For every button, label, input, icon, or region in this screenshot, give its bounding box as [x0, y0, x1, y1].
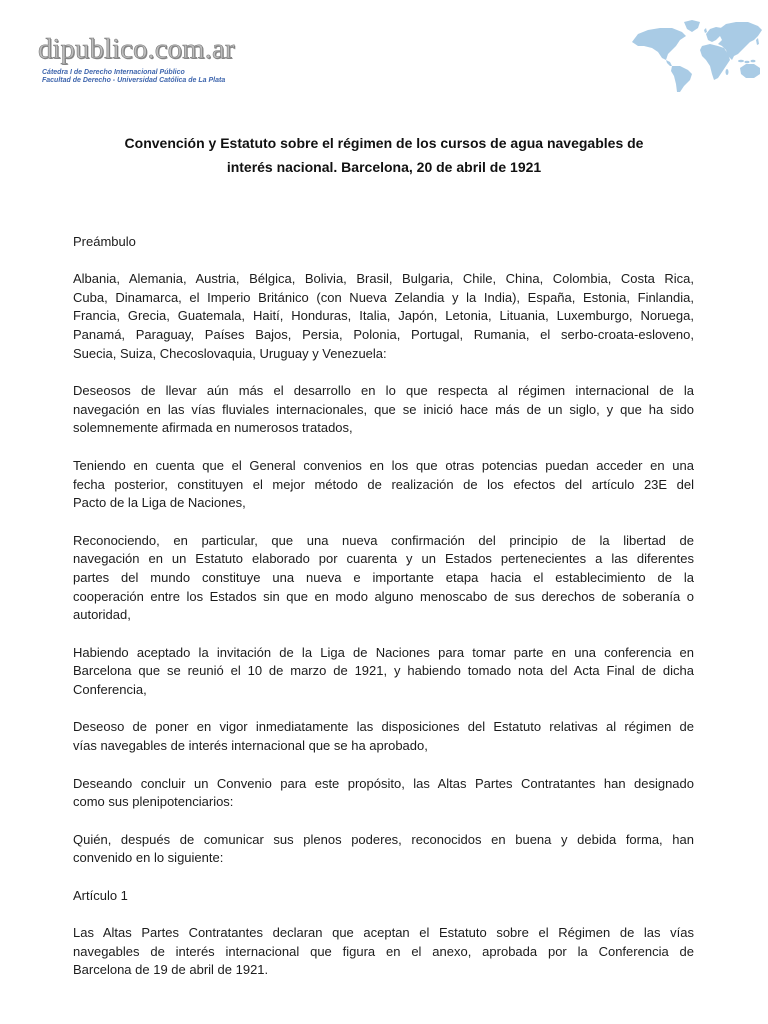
title-line: Convención y Estatuto sobre el régimen de los cursos de agua navegables de — [124, 135, 644, 151]
text-line: Albania, Alemania, Austria, Bélgica, Bolivia, Brasil, Bulgaria, Chile, China, Colombia, Costa Rica, — [73, 270, 694, 286]
text-line: navegación en las vías fluviales internacionales, que se inició hace más de un siglo, y que ha sido — [73, 401, 694, 417]
text-line: Barcelona de 19 de abril de 1921. — [73, 962, 269, 978]
text-line: Reconociendo, en particular, que una nueva confirmación del principio de la libertad de — [73, 532, 694, 548]
text-line: como sus plenipotenciarios: — [73, 794, 234, 810]
document-body — [73, 233, 694, 981]
paragraph-teniendo — [73, 457, 694, 513]
text-line: Quién, después de comunicar sus plenos poderes, reconocidos en buena y debida forma, han — [73, 831, 694, 847]
article-heading-block — [73, 887, 694, 906]
paragraph-deseando — [73, 775, 694, 812]
logo-subtitle-chair: Cátedra I de Derecho Internacional Público — [42, 69, 185, 76]
text-line: vías navegables de interés internacional que se ha aprobado, — [73, 738, 428, 754]
text-line: Las Altas Partes Contratantes declaran que aceptan el Estatuto sobre el Régimen de las vías — [73, 925, 694, 941]
text-line: navegación en un Estatuto elaborado por cuarenta y un Estados pertenecientes a las diferentes — [73, 551, 694, 567]
text-line: convenido en lo siguiente: — [73, 850, 224, 866]
text-line: Habiendo aceptado la invitación de la Liga de Naciones para tomar parte en una conferencia en — [73, 644, 694, 660]
paragraph-deseosos — [73, 382, 694, 438]
text-line: Cuba, Dinamarca, el Imperio Británico (con Nueva Zelandia y la India), España, Estonia, Finlandia, — [73, 289, 694, 305]
text-line: Francia, Grecia, Guatemala, Haití, Honduras, Italia, Japón, Letonia, Lituania, Luxemburgo, Noruega, — [73, 308, 694, 324]
text-line: solemnemente afirmada en numerosos tratados, — [73, 420, 353, 436]
paragraph-quien — [73, 831, 694, 868]
paragraph-deseoso — [73, 718, 694, 755]
text-line: Conferencia, — [73, 682, 147, 698]
site-logo: dipublico.com.ar — [38, 33, 235, 65]
title-line: interés nacional. Barcelona, 20 de abril de 1921 — [226, 159, 542, 175]
paragraph-reconociendo — [73, 532, 694, 625]
world-map-icon — [626, 16, 764, 96]
text-line: autoridad, — [73, 607, 131, 623]
text-line: Teniendo en cuenta que el General convenios en los que otras potencias puedan acceder en una — [73, 457, 694, 473]
text-line: Barcelona que se reunió el 10 de marzo de 1921, y habiendo tomado nota del Acta Final de dicha — [73, 663, 694, 679]
text-line: Panamá, Paraguay, Países Bajos, Persia, Polonia, Portugal, Rumania, el serbo-croata-esloveno, — [73, 327, 694, 343]
text-line: cooperación entre los Estados sin que en modo alguno menoscabo de sus derechos de soberanía o — [73, 588, 694, 604]
text-line: Suecia, Suiza, Checoslovaquia, Uruguay y Venezuela: — [73, 345, 387, 361]
text-line: partes del mundo constituye una nueva e importante etapa hacia el establecimiento de la — [73, 569, 694, 585]
paragraph-article-1 — [73, 924, 694, 980]
text-line: fecha posterior, constituyen el mejor método de realización de los efectos del artículo 23E del — [73, 476, 694, 492]
paragraph-habiendo — [73, 644, 694, 700]
text-line: Deseoso de poner en vigor inmediatamente las disposiciones del Estatuto relativas al régimen de — [73, 719, 694, 735]
text-line: Pacto de la Liga de Naciones, — [73, 495, 246, 511]
logo-subtitle-faculty: Facultad de Derecho - Universidad Católica de La Plata — [42, 76, 226, 84]
text-line: Deseosos de llevar aún más el desarrollo en lo que respecta al régimen internacional de la — [73, 383, 694, 399]
document-title — [0, 131, 768, 179]
paragraph-signatories — [73, 270, 694, 363]
preamble-heading: Preámbulo — [73, 233, 136, 249]
preamble-heading-block — [73, 233, 694, 252]
text-line: navegables de interés internacional que figura en el anexo, aprobada por la Conferencia de — [73, 943, 694, 959]
article-heading: Artículo 1 — [73, 887, 128, 903]
text-line: Deseando concluir un Convenio para este propósito, las Altas Partes Contratantes han designado — [73, 775, 694, 791]
